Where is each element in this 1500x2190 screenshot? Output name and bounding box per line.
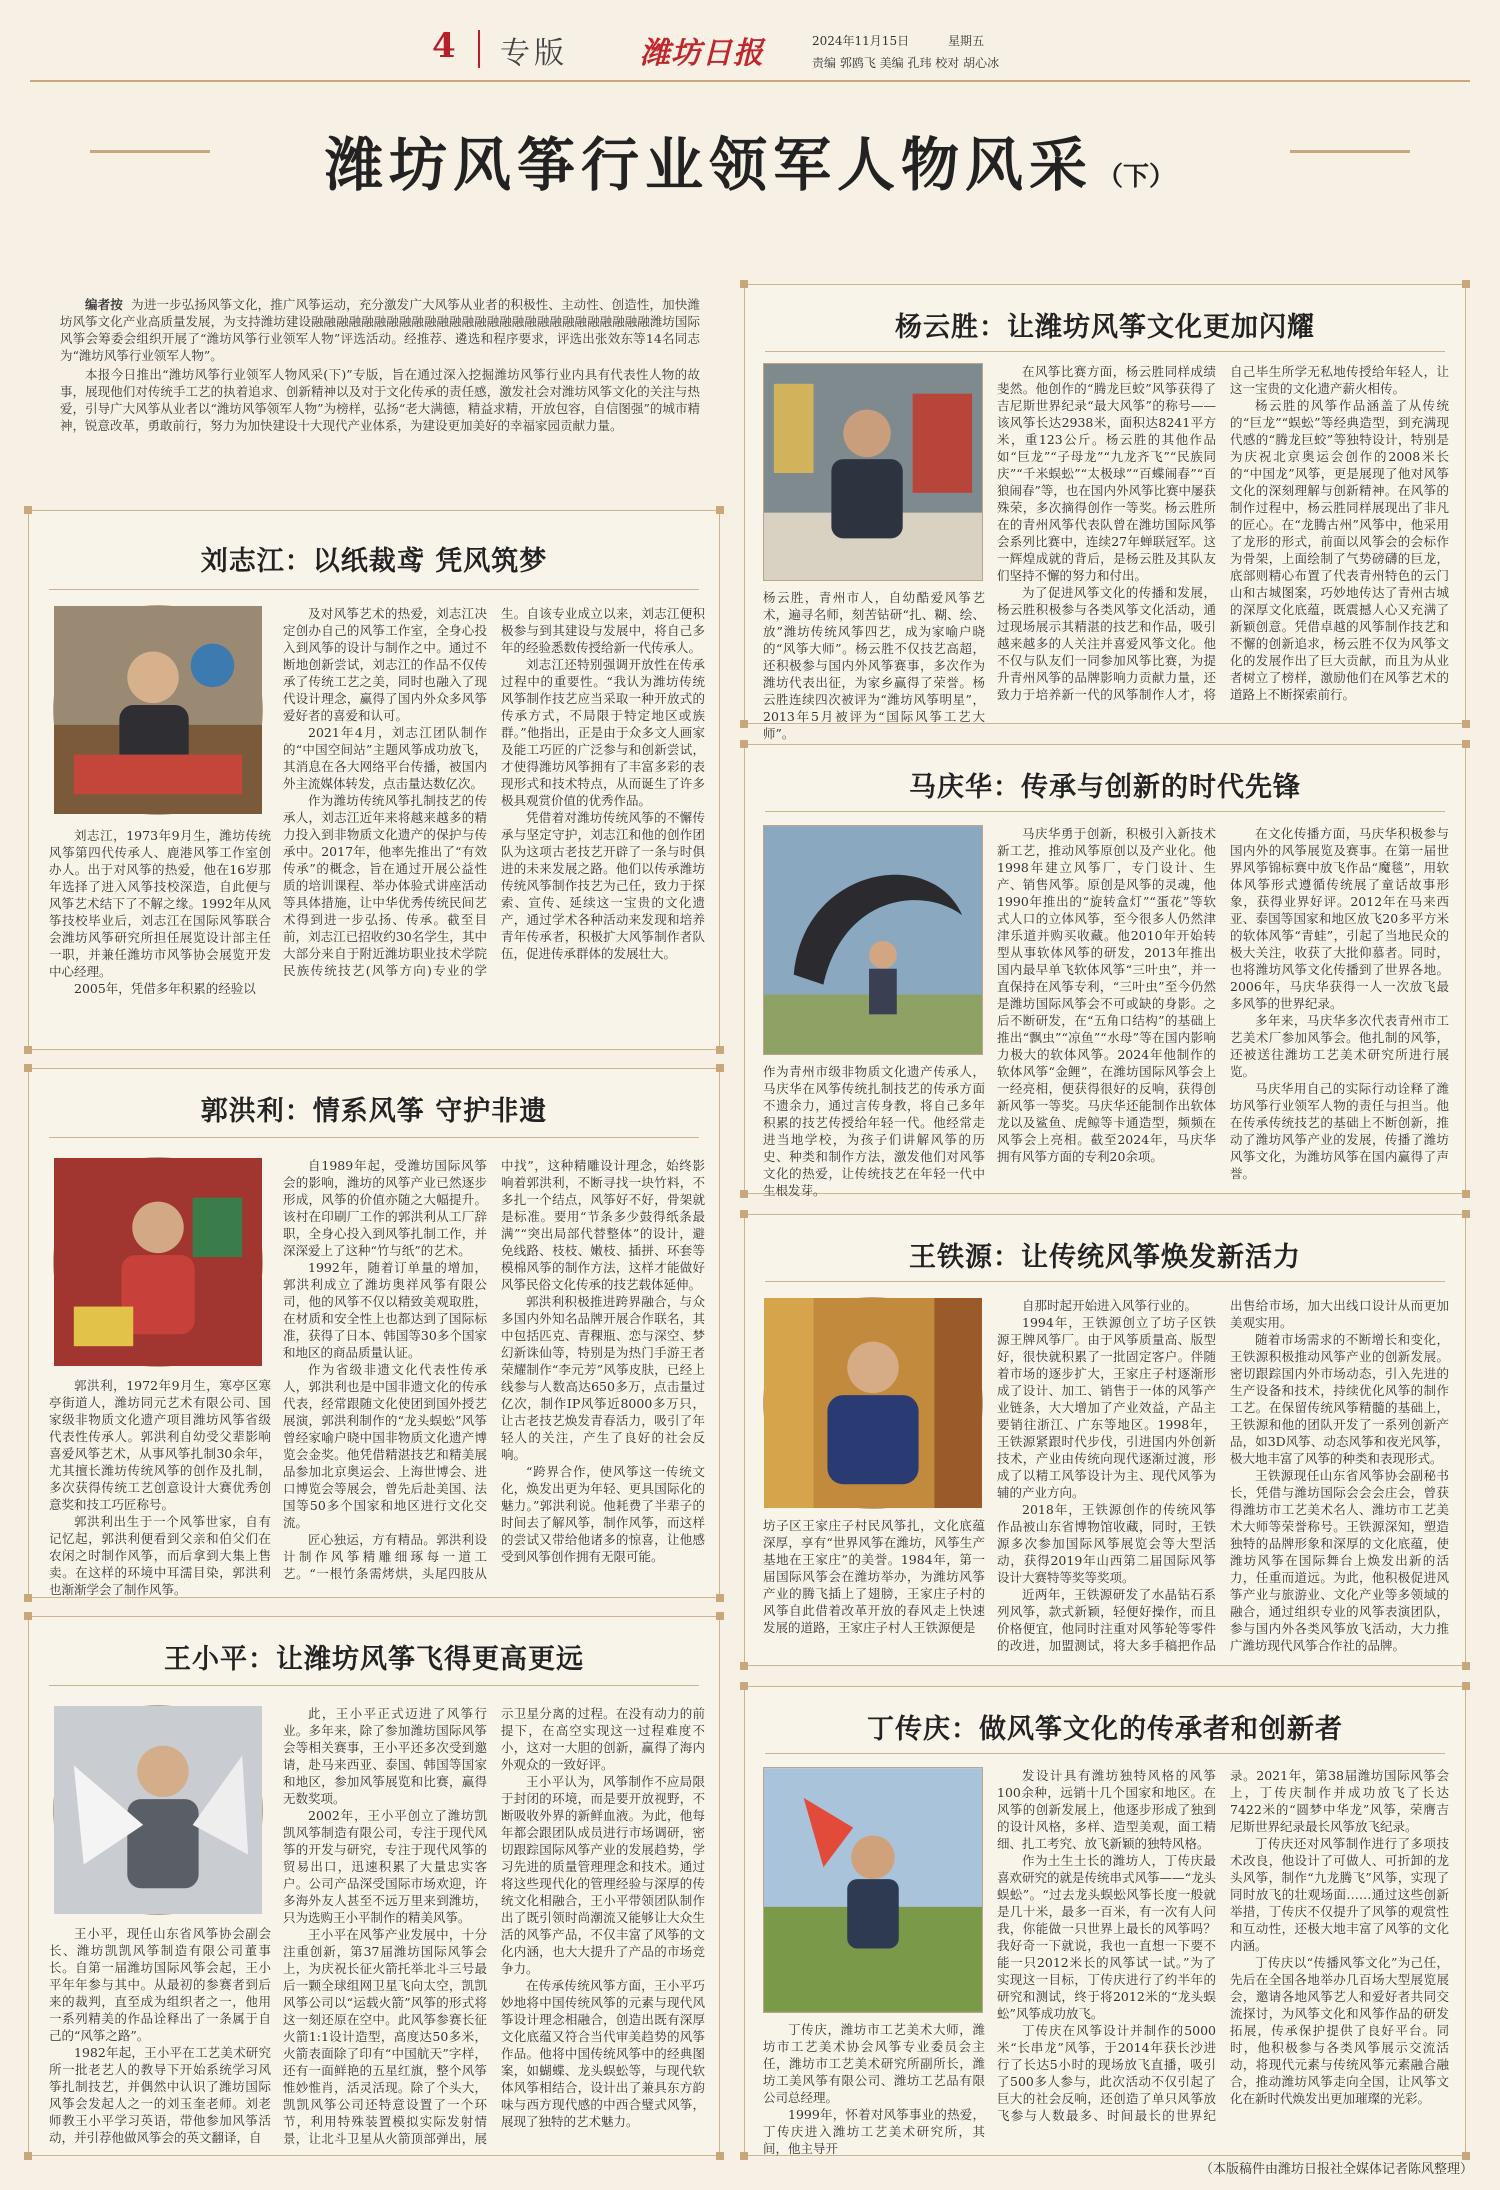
portrait-illustration-wang-xp	[54, 1706, 262, 1914]
profile-caption-wang-xp: 王小平，现任山东省风筝协会副会长、潍坊凯凯风筝制造有限公司董事长。自第一届潍坊国际风筝会起，王小平年年参与其中。从最初的参赛者到后来的裁判，直至成为组织者之一，他用一系列精美的作品诠释出了一条属于自己的“风筝之路”。	[49, 1926, 271, 2043]
profile-card-yang	[744, 284, 1466, 741]
profile-title-ma: 马庆华：传承与创新的时代先锋	[909, 772, 1301, 803]
body-paragraph: 王小平在风筝产业发展中，十分注重创新，第37届潍坊国际风筝会上，为庆祝长征火箭托举北斗三号最后一颗全球组网卫星飞向太空，凯凯风筝公司以“运载火箭”风筝的形式将这一刻还原在空中。此风筝参赛长征火箭1:1设计造型，高度达50多米，火箭表面除了印有“中国航天”字样，还有一面鲜艳的五星红旗，整个风筝惟妙惟肖，活灵活现。除了个头大，凯凯风筝公司还特意设置了一个环节，利用特殊装置模拟实际发射情景，让北斗卫星从火箭顶部弹出，展示卫星分离的过程。在没有动力的前提下，在高空实现这一过程难度不小，这对一大胆的创新，赢得了海内外观众的一致好评。	[283, 1706, 705, 2146]
title-rule	[49, 589, 699, 590]
main-title-text: 潍坊风筝行业领军人物风采	[324, 131, 1093, 199]
body-paragraph: 丁传庆还对风筝制作进行了多项技术改良，他设计了可做人、可折卸的龙头风筝，制作“九龙腾飞”风筝，实现了同时放飞的壮观场面……通过这些创新举措，丁传庆不仅提升了风筝的观赏性和互动性，还极大地丰富了风筝的文化内涵。	[1230, 1836, 1449, 1953]
profile-caption-wang-ty: 坊子区王家庄子村民风筝扎，文化底蕴深厚，享有“世界风筝在潍坊，风筝生产基地在王家庄”的美誉。1984年，第一届国际风筝会在潍坊举办，为潍坊风筝产业的腾飞插上了翅膀，王家庄子村的风筝自此借着改革开放的春风走上快速发展的道路，王家庄子村人王铁源便是	[763, 1518, 985, 1635]
body-paragraph: 王小平认为，风筝制作不应局限于封闭的环境，而是要开放视野，不断吸收外界的新鲜血液。为此，他每年都会跟团队成员进行市场调研，密切跟踪国际风筝产业的发展趋势，学习先进的质量管理理念和技术。通过将这些现代化的管理经验与深厚的传统文化相融合，王小平带领团队制作出了既引领时尚潮流又能够让大众生活的风筝产品，不仅丰富了风筝的文化内涵，也大大提升了产品的市场竞争力。	[501, 1774, 705, 1976]
title-rule	[49, 1137, 699, 1138]
portrait-illustration-ma	[764, 826, 982, 1054]
profile-cont-wang-xp: 1982年起，王小平在工艺美术研究所一批老艺人的教导下开始系统学习风筝扎制技艺，并偶然中认识了潍坊国际风筝会发起人之一的刘玉奎老师。刘老师教王小平学习英语，带他参加风筝活动，并引荐他做风筝会的英文翻译，自	[49, 2045, 271, 2145]
body-paragraph: 凭借着对潍坊传统风筝的不懈传承与坚定守护，刘志江和他的创作团队为这项古老技艺开辟了一条与时俱进的未来发展之路。他们以传承潍坊传统风筝制作技艺为己任，致力于探索、宣传、延续这一宝贵的文化遗产，通过学术各种活动来发现和培养青年传承者，积极扩大风筝制作者队伍，促进传承群体的发展壮大。	[501, 810, 705, 961]
profile-text-ding-a	[763, 2021, 985, 2156]
profile-body-liu	[283, 605, 705, 1043]
body-paragraph: “跨界合作，使风筝这一传统文化，焕发出更为年轻、更具国际化的魅力。”郭洪利说。他耗费了半辈子的时间去了解风筝，制作风筝，而这样的尝试又带给他诸多的惊喜，让他感受到风筝创作拥有无限可能。	[501, 1464, 705, 1564]
portrait-illustration-ding	[764, 1768, 982, 2012]
profile-title-guo: 郭洪利：情系风筝 守护非遗	[200, 1096, 548, 1127]
profile-cont-liu: 2005年，凭借多年积累的经验以	[74, 981, 256, 996]
editor-note-p1: 为进一步弘扬风筝文化，推广风筝运动，充分激发广大风筝从业者的积极性、主动性、创造性，加快潍坊风筝文化产业高质量发展，为支持潍坊建设融融融融融融融融融融融融融融融融融融融融融融融融融融融潍坊国际风筝会筹委会组织开展了“潍坊风筝行业领军人物”评选活动。经推荐、遴选和程序要求，评选出张效东等14名同志为“潍坊风筝行业领军人物”。	[60, 297, 700, 363]
body-paragraph: 为了促进风筝文化的传播和发展，杨云胜积极参与各类风筝文化活动，通过现场展示其精湛的技艺和作品，吸引越来越多的人关注并喜爱风筝文化。他不仅与队友们一同参加风筝比赛，为提升青州风筝的品牌影响力贡献力量，还致力于培养新一代的风筝制作人才，将自己毕生所学无私地传授给年轻人，让这一宝贵的文化遗产薪火相传。	[997, 364, 1449, 702]
body-paragraph: 发设计具有潍坊独特风格的风筝100余种，远销十几个国家和地区。在风筝的创新发展上，他逐步形成了独到的设计风格，多样、造型美观，面工精细、扎工考究、放飞新颖的独特风格。	[997, 1768, 1216, 1851]
section-label: 专版	[500, 36, 568, 71]
body-paragraph: 自那时起开始进入风筝行业的。	[1022, 1298, 1198, 1313]
profile-body-wang-ty	[997, 1297, 1449, 1661]
profile-caption-yang: 杨云胜，青州市人，自幼酷爱风筝艺术，遍寻名师，刻苦钻研“扎、糊、绘、放”潍坊传统风筝四艺，成为家喻户晓的“风筝大师”。杨云胜不仅技艺高超，还积极参与国内外风筝赛事，多次作为潍坊代表出征，为家乡赢得了荣誉。杨云胜连续四次被评为“潍坊风筝明星”，2013年5月被评为“国际风筝工艺大师”。	[763, 590, 985, 741]
body-paragraph: 刘志江还特别强调开放性在传承过程中的重要性。“我认为潍坊传统风筝制作技艺应当采取一种开放式的传承方式，不局限于特定地区或族群。”他指出，正是由于众多文人画家及能工巧匠的广泛参与和创新尝试，才使得潍坊风筝拥有了丰富多彩的表现形式和技术特点，从而诞生了许多极具观赏价值的优秀作品。	[501, 657, 705, 808]
profile-title-ding: 丁传庆：做风筝文化的传承者和创新者	[867, 1714, 1343, 1745]
body-paragraph: 自1989年起，受潍坊国际风筝会的影响，潍坊的风筝产业已然逐步形成，风筝的价值亦随之大幅提升。该村在印刷厂工作的郭洪利从工厂辞职，全身心投入到风筝扎制工作，并深深爱上了这种“竹与纸”的艺术。	[283, 1158, 487, 1258]
profile-text-liu-a	[49, 827, 271, 1041]
profile-title-wang-ty: 王铁源：让传统风筝焕发新活力	[909, 1242, 1301, 1273]
profile-title-wang-xp: 王小平：让潍坊风筝飞得更高更远	[164, 1644, 584, 1675]
body-paragraph: 此，王小平正式迈进了风筝行业。多年来，除了参加潍坊国际风筝会等相关赛事，王小平还多次受到邀请，赴马来西亚、泰国、韩国等国家和地区，参加风筝展览和比赛，赢得无数奖项。	[283, 1706, 487, 1806]
masthead	[0, 0, 1500, 80]
title-rule	[49, 1685, 699, 1686]
body-paragraph: 马庆华用自己的实际行动诠释了潍坊风筝行业领军人物的责任与担当。他在传承传统技艺的基础上不断创新，推动了潍坊风筝产业的发展，传播了潍坊风筝文化，为潍坊风筝在国内赢得了声誉。	[1230, 1081, 1449, 1181]
editor-note-lead: 编者按	[85, 297, 123, 312]
title-rule	[765, 1281, 1445, 1282]
profile-card-ding	[744, 1686, 1466, 2156]
footer-note: （本版稿件由潍坊日报社全媒体记者陈风整理）	[1200, 2162, 1474, 2177]
issue-weekday: 星期五	[948, 34, 985, 48]
body-paragraph: 郭洪利积极推进跨界融合，与众多国内外知名品牌开展合作联名，其中包括匹克、青稞瓶、恋与深空、梦幻新诛仙等，特别是为热门手游王者荣耀制作“李元芳”风筝皮肤，已经上线参与人数高达650多万，点击量过亿次，制作IP风筝近8000多万只，让古老技艺焕发青春活力，吸引了年轻人的关注，产生了良好的社会反响。	[501, 1294, 705, 1462]
profile-cont-ding: 1999年，怀着对风筝事业的热爱，丁传庆进入潍坊工艺美术研究所，其间，他主导开	[763, 2107, 985, 2156]
body-paragraph: 1992年，随着订单量的增加，郭洪利成立了潍坊奥祥风筝有限公司，他的风筝不仅以精致美观取胜，在材质和安全性上也都达到了国际标准，获得了日本、韩国等30多个国家和地区的商品质量认证。	[283, 1260, 487, 1360]
body-paragraph: 2021年4月，刘志江团队制作的“中国空间站”主题风筝成功放飞，其消息在各大网络平台传播，被国内外主流媒体转发，点击量达数亿次。	[283, 725, 487, 791]
profile-title-yang: 杨云胜：让潍坊风筝文化更加闪耀	[895, 312, 1315, 343]
issue-date: 2024年11月15日	[812, 34, 910, 48]
body-paragraph: 随着市场需求的不断增长和变化，王铁源积极推动风筝产业的创新发展。密切跟踪国内外市场动态，引入先进的生产设备和技术，持续优化风筝的制作工艺。在保留传统风筝精髓的基础上，王铁源和他的团队开发了一系列创新产品，如3D风筝、动态风筝和夜光风筝，极大地丰富了风筝的种类和表现形式。	[1230, 1332, 1449, 1466]
editor-note	[60, 296, 700, 436]
body-paragraph: 匠心独运，方有精品。郭洪利设计制作风筝精雕细琢每一道工艺。“一根竹条需烤烘，头尾四肢从中找”，这种精雕设计理念，始终影响着郭洪利，不断寻找一块竹料，不多扎一个结点，风筝好不好，骨架就是标准。要用“节条多少鼓得纸条最满”“突出局部代替整体”的设计，避免线路、枝枝、嫩枝、插拼、环套等模棉风筝的制作方法，这样才能做好风筝民俗文化传承的技艺载体延伸。	[283, 1158, 705, 1581]
portrait-illustration-guo	[54, 1158, 262, 1366]
portrait-illustration-yang	[764, 364, 982, 580]
portrait-photo-ding	[763, 1767, 983, 2013]
main-title	[0, 118, 1500, 202]
body-paragraph: 2002年，王小平创立了潍坊凯凯风筝制造有限公司，专注于现代风筝的开发与研究，专注于现代风筝的贸易出口，迅速积累了大量忠实客户。公司产品深受国际市场欢迎，许多海外友人甚至不远万里来到潍坊，只为选购王小平制作的精美风筝。	[283, 1808, 487, 1925]
body-paragraph: 2018年，王铁源创作的传统风筝作品被山东省博物馆收藏，同时，王铁源多次参加国际风筝展览会等大型活动，获得2019年山西第二届国际风筝设计大赛特等奖等奖项。	[997, 1502, 1216, 1585]
profile-body-ding	[997, 1767, 1449, 2149]
profile-caption-guo: 郭洪利，1972年9月生，寒亭区寒亭街道人，潍坊同元艺术有限公司、国家级非物质文化遗产项目潍坊风筝省级代表性传承人。郭洪利自幼受父辈影响喜爱风筝艺术，从事风筝扎制30余年，尤其擅长潍坊传统风筝的创作及扎制，多次获得传统工艺创意设计大赛优秀创意奖和技工巧匠称号。	[49, 1378, 271, 1512]
profile-title-liu: 刘志江：以纸裁鸢 凭风筑梦	[200, 546, 548, 577]
profile-card-ma	[744, 744, 1466, 1198]
body-paragraph: 多年来，马庆华多次代表青州市工艺美术厂参加风筝会。他扎制的风筝，还被送往潍坊工艺美术研究所进行展览。	[1230, 1013, 1449, 1079]
profile-cont-guo: 郭洪利出生于一个风筝世家，自有记忆起，郭洪利便看到父亲和伯父们在农闲之时制作风筝，而后拿到大集上售卖。在这样的环境中耳濡目染，郭洪利也渐渐学会了制作风筝。	[49, 1514, 271, 1597]
body-paragraph: 马庆华勇于创新，积极引入新技术新工艺，推动风筝原创以及产业化。他1998年建立风筝厂，专门设计、生产、销售风筝。原创是风筝的灵魂，他1990年推出的“旋转盒灯”“蛋花”等软式人口的立体风筝，至今很多人仍然津津乐道并购买收藏。他2010年开始转型从事软体风筝的研发，2013年推出国内最早单飞软体风筝“三叶虫”，并一直保持在风筝专利，“三叶虫”至今仍然是潍坊国际风筝会不可或缺的身影。之后不断研发，在“五角口结构”的基础上推出“飘虫”“凉鱼”“水母”等在国内影响力极大的软体风筝。2024年他制作的软体风筝“金鲤”，在潍坊国际风筝会上一经亮相，便获得很好的反响，获得创新风筝一等奖。马庆华还能制作出软体龙以及鲨鱼、虎鲸等卡通造型，频频在风筝会上亮相。截至2024年，马庆华拥有风筝方面的专利20余项。	[997, 826, 1216, 1164]
masthead-separator	[478, 30, 480, 68]
portrait-photo-ma	[763, 825, 983, 1055]
body-paragraph: 杨云胜的风筝作品涵盖了从传统的“巨龙”“蜈蚣”等经典造型，到充满现代感的“腾龙巨蛟”等独特设计，特别是为庆祝北京奥运会创作的2008米长的“中国龙”风筝，更是展现了他对风筝文化的深刻理解与创新精神。在风筝的制作过程中，杨云胜同样展现出了非凡的匠心。在“龙腾古州”风筝中，他采用了龙形的形式，前面以风筝会的会标作为骨架，上面绘制了气势磅礴的巨龙，底部则精心布置了代表青州特色的云门山和古城图案，巧妙地传达了青州古城的深厚文化底蕴，既震撼人心又充满了新颖创意。凭借卓越的风筝制作技艺和不懈的创新追求，杨云胜不仅为风筝文化的发展作出了巨大贡献，而且为从业者树立了榜样，激励他们在风筝艺术的道路上不断探索前行。	[1230, 398, 1449, 702]
editor-note-p2: 本报今日推出“潍坊风筝行业领军人物风采(下)”专版，旨在通过深入挖掘潍坊风筝行业内具有代表性人物的故事，展现他们对传统手工艺的执着追求、创新精神以及对于文化传承的责任感，激发社会对潍坊风筝文化的关注与热爱，引导广大风筝从业者以“潍坊风筝领军人物”为榜样，弘扬“老大满德，精益求精，开放包容，自信图强”的城市精神，锐意改革，勇敢前行，努力为加快建设十大现代产业体系，为建设更加美好的幸福家园贡献力量。	[60, 367, 700, 433]
body-paragraph: 1994年，王铁源创立了坊子区铁源王牌风筝厂。由于风筝质量高、版型好，很快就积累了一批固定客户。伴随着市场的逐步扩大，王家庄子村逐渐形成了设计、加工、销售于一体的风筝产业链条，大大增加了产业效益，产品主要销往浙江、广东等地区。1998年，王铁源紧跟时代步伐，引进国内外创新技术，产业由传统向现代逐渐过渡，形成了以精工风筝设计为主、现代风筝为辅的产业方向。	[997, 1315, 1216, 1500]
profile-card-guo	[28, 1068, 720, 1598]
page-number: 4	[432, 26, 456, 66]
profile-body-yang	[997, 363, 1449, 717]
newspaper-logo: 潍坊日报	[640, 36, 764, 71]
title-rule	[765, 351, 1445, 352]
portrait-photo-wang-xp	[53, 1705, 263, 1915]
title-rule	[765, 811, 1445, 812]
portrait-photo-yang	[763, 363, 983, 581]
profile-card-wang-ty	[744, 1214, 1466, 1666]
profile-caption-liu: 刘志江，1973年9月生，潍坊传统风筝第四代传承人、鹿港风筝工作室创办人。出于对风筝的热爱，他在16岁那年选择了进入风筝技校深造，自此便与风筝艺术结下了不解之缘。1992年从风筝技校毕业后，刘志江在国际风筝联合会潍坊风筝研究所担任展览设计部主任一职，并兼任潍坊市风筝协会展览开发中心经理。	[49, 828, 271, 979]
portrait-illustration-wang-ty	[764, 1298, 982, 1508]
body-paragraph: 王铁源现任山东省风筝协会副秘书长，凭借与潍坊国际会会会庄会，曾获得潍坊市工艺美术名人、潍坊市工艺美术大师等荣誉称号。王铁源深知，塑造独特的品牌形象和深厚的文化底蕴，使潍坊风筝在国际舞台上焕发出新的活力，任重而道远。为此，他积极促进风筝产业与旅游业、文化产业等多领域的融合，通过组织专业的风筝表演团队，参与国内外各类风筝放飞活动，大力推广潍坊现代风筝合作社的品牌。	[1230, 1468, 1449, 1653]
portrait-photo-liu	[53, 605, 263, 815]
body-paragraph: 近两年，王铁源研发了水晶钻石系列风筝，款式新颖，轻便好操作，而且价格便宜，他同时注重对风筝轮等零件的改进，加盟测试，将大多手稿把作品出售给市场，加大出线口设计从而更加美观实用。	[997, 1298, 1449, 1653]
portrait-photo-wang-ty	[763, 1297, 983, 1509]
body-paragraph: 在传承传统风筝方面，王小平巧妙地将中国传统风筝的元素与现代风筝设计理念相融合，创造出既有深厚文化底蕴又符合当代审美趋势的风筝作品。他将中国传统风筝中的经典图案，如蝴蝶、龙头蜈蚣等，与现代软体风筝相结合，设计出了兼具东方韵味与西方现代感的中西合璧式风筝，展现了独特的艺术魅力。	[501, 1978, 705, 2129]
portrait-photo-guo	[53, 1157, 263, 1367]
body-paragraph: 作为潍坊传统风筝扎制技艺的传承人，刘志江近年来将越来越多的精力投入到非物质文化遗产的保护与传承中。2017年，他率先推出了“有效传承”的概念，旨在通过开展公益性质的培训课程、举办体验式讲座活动等具体措施，让中华优秀传统民间艺术得到进一步弘扬、传承。截至目前，刘志江已招收约30名学生，其中大部分来自于附近潍坊职业技术学院民族传统技艺(风筝方向)专业的学生。自该专业成立以来，刘志江便积极参与到其建设与发展中，将自己多年的经验悉数传授给新一代传承人。	[283, 606, 705, 978]
body-paragraph: 作为土生土长的潍坊人，丁传庆最喜欢研究的就是传统串式风筝——“龙头蜈蚣”。“过去龙头蜈蚣风筝长度一般就是几十米，最多一百米，有一次有人问我，你能做一只世界上最长的风筝吗？我好奇一下就说，我也一直想一下要不能一只2012米长的风筝试一试。”为了实现这一目标，丁传庆进行了约半年的研究和测试，终于将2012米的“龙头蜈蚣”风筝成功放飞。	[997, 1853, 1216, 2021]
body-paragraph: 丁传庆以“传播风筝文化”为己任，先后在全国各地举办几百场大型展览展会，邀请各地风筝艺人和爱好者共同交流探讨，为风筝文化和风筝作品的研发拓展，传承保护提供了良好平台。同时，他积极参与各类风筝展示交流活动，将现代元素与传统风筝元素融合融合，推动潍坊风筝走向全国，让风筝文化在新时代焕发出更加璀璨的光彩。	[1230, 1955, 1449, 2106]
profile-caption-ding: 丁传庆，潍坊市工艺美术大师，潍坊市工艺美术协会风筝专业委员会主任，潍坊市工艺美术研究所副所长，潍坊工美风筝有限公司、潍坊工艺品有限公司总经理。	[763, 2022, 985, 2105]
profile-caption-ma: 作为青州市级非物质文化遗产传承人，马庆华在风筝传统扎制技艺的传承方面不遗余力，通过言传身教，将自己多年积累的技艺传授给年轻一代。他经常走进当地学校，为孩子们讲解风筝的历史、种类和制作方法，激发他们对风筝文化的热爱，让传统技艺在年轻一代中生根发芽。	[763, 1064, 985, 1198]
body-paragraph: 丁传庆在风筝设计并制作的5000米“长串龙”风筝，于2014年获长沙进行了长达5小时的现场放飞直播，吸引了500多人参与，此次活动不仅引起了巨大的社会反响，还创造了单只风筝放飞参与人数最多、时间最长的世界纪录。2021年，第38届潍坊国际风筝会上，丁传庆制作并成功放飞了长达7422米的“圆梦中华龙”风筝，荣膺吉尼斯世界纪录最长风筝放飞纪录。	[997, 1768, 1449, 2123]
profile-body-wang-xp	[283, 1705, 705, 2149]
profile-body-guo	[283, 1157, 705, 1589]
editor-credits: 责编 郭鸥飞 美编 孔玮 校对 胡心冰	[812, 56, 1000, 70]
profile-text-guo-a	[49, 1377, 271, 1597]
masthead-rule	[30, 80, 1470, 82]
profile-body-ma	[997, 825, 1449, 1187]
body-paragraph: 及对风筝艺术的热爱，刘志江决定创办自己的风筝工作室，全身心投入到风筝的设计与制作之中。通过不断地创新尝试，刘志江的作品不仅传承了传统工艺之美，同时也融入了现代设计理念，赢得了国内外众多风筝爱好者的喜爱和认可。	[283, 606, 487, 723]
profile-card-liu	[28, 510, 720, 1050]
body-paragraph: 在文化传播方面，马庆华积极参与国内外的风筝展览及赛事。在第一届世界风筝锦标赛中放飞作品“魔毯”，用软体风筝形式遵循传统展了童话故事形象，获得业界好评。2012年在马来西亚、泰国等国家和地区放飞20多平方米的软体风筝“青蛙”，引起了当地民众的极大关注，收获了大批仰慕者。同时，也将潍坊风筝文化传播到了世界各地。2006年，马庆华获得一人一次放飞最多风筝的世界纪录。	[1230, 826, 1449, 1011]
profile-text-wang-xp-a	[49, 1925, 271, 2149]
profile-card-wang-xp	[28, 1616, 720, 2156]
portrait-illustration-liu	[54, 606, 262, 814]
body-paragraph: 作为省级非遗文化代表性传承人，郭洪利也是中国非遗文化的传承代表，经常跟随文化使团到国外授艺展演，郭洪利制作的“龙头蜈蚣”风筝曾经家喻户晓中国非物质文化遗产博览会金奖。他凭借精湛技艺和精美展品参加北京奥运会、上海世博会、进口博览会等展会，曾先后赴美国、法国等50多个国家和地区进行文化交流。	[283, 1362, 487, 1530]
main-title-sub: （下）	[1097, 162, 1176, 192]
title-rule	[765, 1753, 1445, 1754]
body-paragraph: 在风筝比赛方面，杨云胜同样成绩斐然。他创作的“腾龙巨蛟”风筝获得了吉尼斯世界纪录“最大风筝”的称号——该风筝长达2938米，面积达8241平方米，重123公斤。杨云胜的其他作品如“巨龙”“子母龙”“九龙齐飞”“民族同庆”“千米蜈蚣”“太极球”“百蝶闹春”“百狼闹春”等，也在国内外风筝比赛中屡获殊荣，多次摘得创作一等奖。杨云胜所在的青州风筝代表队曾在潍坊国际风筝会系列比赛中，连续27年蝉联冠军。这一辉煌成就的背后，是杨云胜及其队友们坚持不懈的努力和付出。	[997, 364, 1216, 583]
